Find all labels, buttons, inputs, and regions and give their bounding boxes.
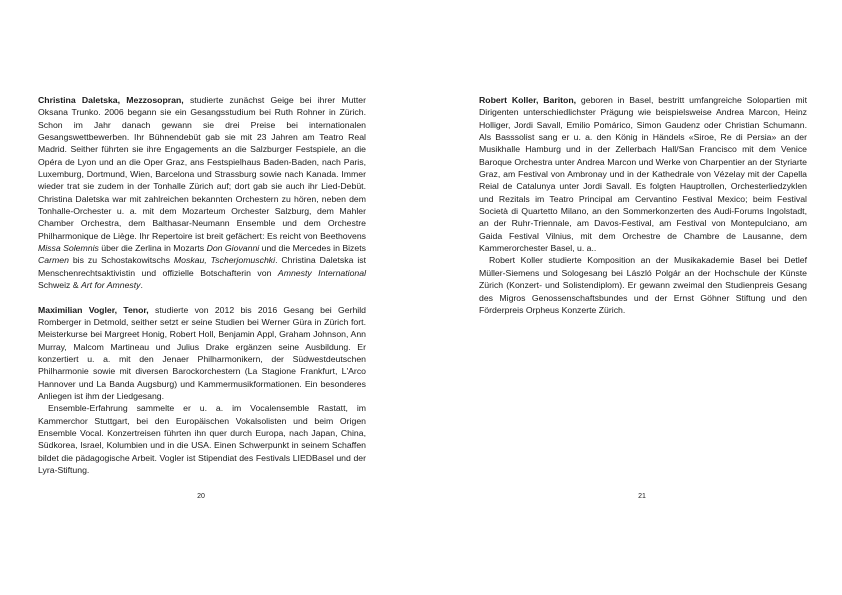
bio-name: Christina Daletska, Mezzosopran,	[38, 95, 184, 105]
bio-text: studierte von 2012 bis 2016 Gesang bei Gerhild Romberger in Detmold, seither setzt er seine Studien bei Werner Güra in Zürich fort. Meisterkurse bei Margreet Honig, Robert Holl, Benjamin Appl, Graham Johnson, Ann Murray, Malcom Martineau und Julius Drake ergänzen seine Ausbildung. Er konzertiert u. a. mit den Jenaer Philharmonikern, der Südwestdeutschen Philharmonie sowie mit diversen Barockorchestern (La Stagione Frankfurt, L'Arco Hannover und La Banda Augsburg) und Kammermusikformationen. Ein besonderes Anliegen ist ihm der Liedgesang.	[38, 304, 366, 401]
bio-maximilian-vogler	[38, 304, 366, 403]
work-title: Art for Amnesty	[80, 280, 141, 291]
bio-name: Robert Koller, Bariton,	[479, 95, 577, 105]
work-title: Carmen	[38, 255, 69, 266]
bio-christina-daletska	[38, 94, 366, 292]
work-title: Missa Solemnis	[38, 243, 99, 254]
page-number: 20	[197, 493, 205, 500]
bio-text: und die Mercedes in Bizets	[259, 243, 366, 254]
page-number: 21	[638, 493, 646, 500]
left-text-column	[38, 94, 366, 476]
work-title: Moskau, Tscherjomuschki	[173, 255, 276, 266]
work-title: Amnesty International	[277, 267, 366, 278]
bio-text: geboren in Basel, bestritt umfangreiche Solopartien mit Dirigenten unterschiedlichster Prägung wie beispielsweise Andrea Marcon, Heinz Holliger, Jordi Savall, Emilio Pomárico, Simon Gaudenz oder Christian Schumann. Als Basssolist sang er u. a. den König in Händels «Siroe, Re di Persia» an der Musikhalle Hamburg und in der Zellerbach Hall/San Francisco mit dem Venice Baroque Orchestra unter Andrea Marcon und Werke von Charpentier an der Styriarte Graz, am Festival von Ambronay und in der Kathedrale von Vézelay mit der Capella Reial de Catalunya unter Jordi Savall. Es folgten Hauptrollen, Orchesterliedzyklen und Rezitals im Teatro Principal am Cervantino Festival Mexico; beim Festival Società di Quartetto Milano, an den Sommerkonzerten des Audi-Forums Ingolstadt, an der Ruhr-Triennale, am Davos-Festival, am Festival von Montepulciano, am Gaida Festival Vilnius, mit dem Orchestre de Chambre de Lausanne, dem Kammerorchester Basel, u. a..	[479, 95, 807, 254]
bio-text: studierte zunächst Geige bei ihrer Mutter Oksana Trunko. 2006 begann sie ein Gesangsstudium bei Ruth Rohner in Zürich. Schon im Jahr danach gewann sie drei Preise bei internationalen Gesangswettbewerben. Ihr Bühnendebüt gab sie mit 23 Jahren am Teatro Real Madrid. Seither führten sie ihre Engagements an die Salzburger Festspiele, an die Opéra de Lyon und an die Oper Graz, ans Festspielhaus Baden-Baden, nach Paris, Luxemburg, Dortmund, Wien, Barcelona und Strassburg sowie nach Kanada. Immer wieder trat sie zudem in der Tonhalle Zürich auf; dort gab sie auch ihr Lied-Debüt. Christina Daletska war mit zahlreichen bekannten Orchestern zu hören, neben dem Tonhalle-Orchester u. a. mit dem Mozarteum Orchester Salzburg, dem Mahler Chamber Orchestra, dem Balthasar-Neumann Ensemble und dem Orchestre Philharmonique de Liège. Ihr Repertoire ist breit gefächert: Es reicht von Beethovens	[38, 95, 366, 241]
bio-text: Schweiz &	[38, 280, 81, 291]
bio-continuation: Robert Koller studierte Komposition an der Musikakademie Basel bei Detlef Müller-Siemens und Sologesang bei László Polgár an der Hochschule der Künste Zürich (Konzert- und Solistendiplom). Er gewann zweimal den Studienpreis Gesang des Migros Genossenschaftsbundes und der Ernst Göhner Stiftung und den Förderpreis Orpheus Konzerte Zürich.	[479, 255, 807, 315]
bio-text: . Christina Daletska ist Menschenrechtsaktivistin und offizielle Botschafterin von	[38, 255, 367, 278]
bio-name: Maximilian Vogler, Tenor,	[38, 304, 149, 315]
bio-text: über die Zerlina in Mozarts	[98, 243, 207, 254]
bio-text: .	[140, 280, 143, 291]
right-text-column	[479, 94, 807, 316]
right-page	[421, 0, 842, 595]
bio-continuation: Ensemble-Erfahrung sammelte er u. a. im Vocalensemble Rastatt, im Kammerchor Stuttgart, bei den Europäischen Vokalsolisten und beim Origen Ensemble Vocal. Konzertreisen führten ihn quer durch Europa, nach Japan, China, Südkorea, Israel, Kolumbien und in die USA. Einen Schwerpunkt in seinem Schaffen bildet die pädagogische Arbeit. Vogler ist Stipendiat des Festivals LIEDBasel und der Lyra-Stiftung.	[38, 403, 366, 475]
bio-robert-koller	[479, 94, 807, 254]
bio-text: bis zu Schostakowitschs	[68, 255, 174, 266]
work-title: Don Giovanni	[206, 243, 260, 254]
